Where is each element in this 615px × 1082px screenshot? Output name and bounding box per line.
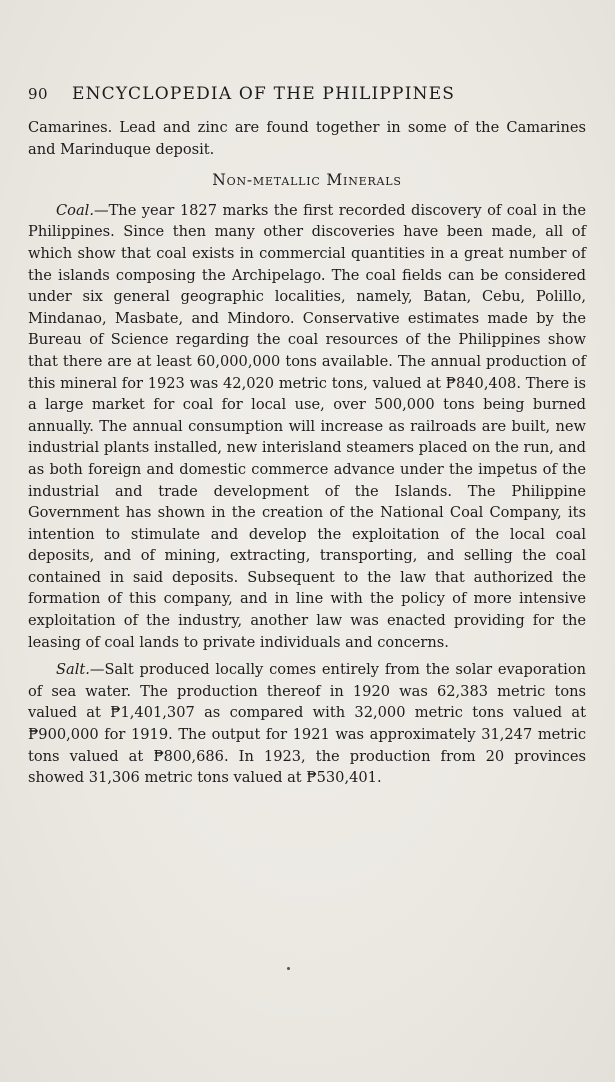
- coal-text: —The year 1827 marks the first recorded discovery of coal in the Philippines. Since then many other discoveries have been made, all of which show that coal exists in commercial quantities in a great number of the islands composing the Archipelago. The coal fields can be considered under six general geographic localities, namely, Batan, Cebu, Polillo, Mindanao, Masbate, and Mindoro. Conservative estimates made by the Bureau of Science regarding the coal resources of the Philippines show that there are at least 60,000,000 tons available. The annual production of this mineral for 1923 was 42,020 metric tons, valued at ₱840,408. There is a large market for coal for local use, over 500,000 tons being burned annually. The annual consumption will increase as railroads are built, new industrial plants installed, new interisland steamers placed on the run, and as both foreign and domestic commerce advance under the impetus of the industrial and trade development of the Islands. The Philippine Government has shown in the creation of the National Coal Company, its intention to stimulate and develop the exploitation of the local coal deposits, and of mining, extracting, transporting, and selling the coal contained in said deposits. Subsequent to the law that authorized the formation of this company, and in line with the policy of more intensive exploitation of the industry, another law was enacted providing for the leasing of coal lands to private individuals and concerns.: [28, 201, 586, 651]
- running-title: ENCYCLOPEDIA OF THE PHILIPPINES: [72, 84, 456, 104]
- salt-term: Salt.: [56, 661, 90, 679]
- salt-paragraph: [28, 659, 586, 789]
- coal-term: Coal.: [56, 201, 94, 219]
- body-text: [28, 117, 586, 789]
- salt-text: —Salt produced locally comes entirely from the solar evaporation of sea water. The production thereof in 1920 was 62,383 metric tons valued at ₱1,401,307 as compared with 32,000 metric tons valued at ₱900,000 for 1919. The output for 1921 was approximately 31,247 metric tons valued at ₱800,686. In 1923, the production from 20 provinces showed 31,306 metric tons valued at ₱530,401.: [28, 661, 586, 787]
- coal-paragraph: [28, 200, 586, 653]
- section-heading: Non-metallic Minerals: [212, 171, 402, 190]
- continuation-paragraph: Camarines. Lead and zinc are found together in some of the Camarines and Marinduque deposit.: [28, 119, 586, 158]
- page-number: 90: [28, 85, 49, 103]
- page-header: [28, 84, 588, 104]
- page-speck: [287, 967, 290, 970]
